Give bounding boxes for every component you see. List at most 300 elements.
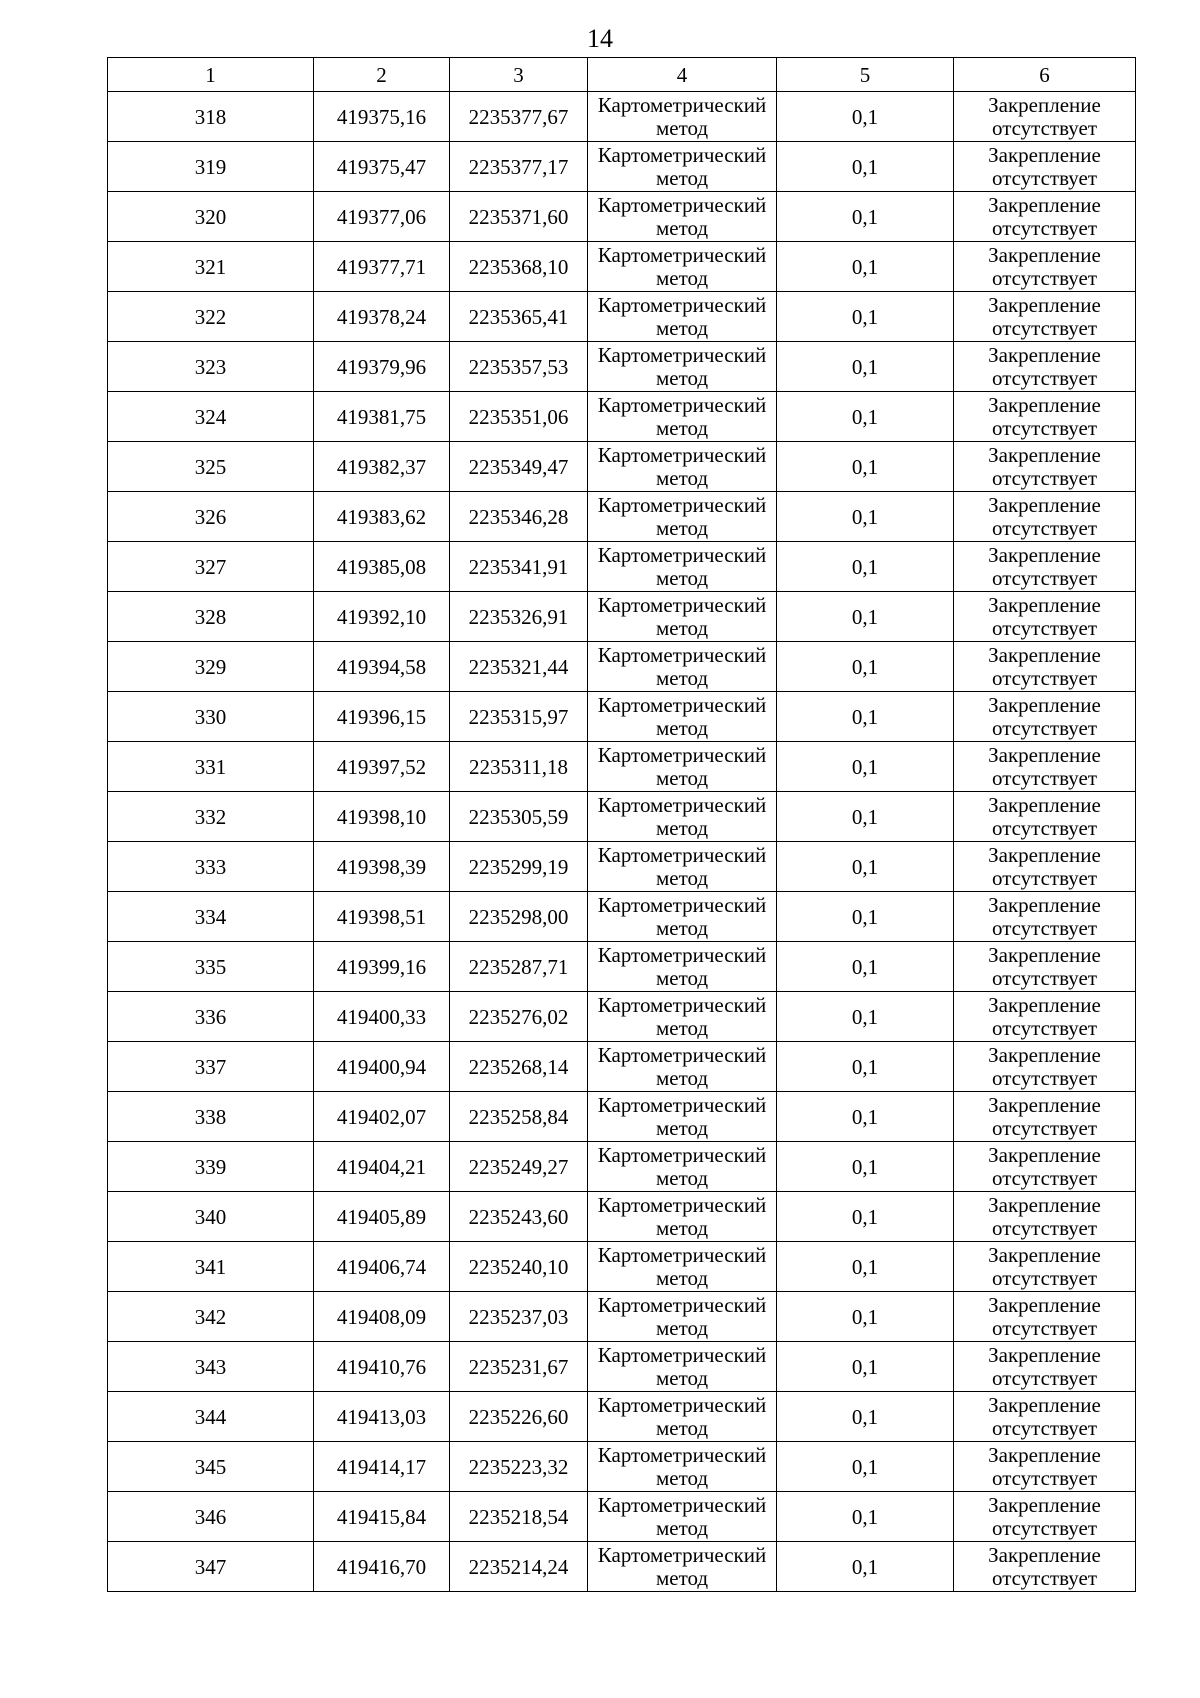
- point-number-cell: 331: [108, 742, 314, 792]
- fixation-cell-line-2: отсутствует: [991, 615, 1098, 640]
- y-coordinate-cell: 2235311,18: [450, 742, 588, 792]
- accuracy-cell: 0,1: [777, 292, 954, 342]
- x-coordinate-cell: 419385,08: [314, 542, 450, 592]
- method-cell: [588, 692, 777, 742]
- x-coordinate-cell: 419382,37: [314, 442, 450, 492]
- fixation-cell: [954, 792, 1136, 842]
- fixation-cell-line-2: отсутствует: [991, 415, 1098, 440]
- table-row: [108, 842, 1136, 892]
- fixation-cell-line-1: Закрепление: [988, 1042, 1101, 1067]
- point-number-cell: 318: [108, 92, 314, 142]
- fixation-cell: [954, 642, 1136, 692]
- fixation-cell: [954, 992, 1136, 1042]
- method-cell: [588, 642, 777, 692]
- fixation-cell-line-1: Закрепление: [988, 142, 1101, 167]
- fixation-cell-line-2: отсутствует: [991, 565, 1098, 590]
- fixation-cell-line-1: Закрепление: [988, 992, 1101, 1017]
- method-cell-line-2: метод: [655, 1565, 709, 1590]
- point-number-cell: 325: [108, 442, 314, 492]
- point-number-cell: 334: [108, 892, 314, 942]
- fixation-cell: [954, 1492, 1136, 1542]
- accuracy-cell: 0,1: [777, 492, 954, 542]
- fixation-cell-line-2: отсутствует: [991, 1565, 1098, 1590]
- fixation-cell-line-1: Закрепление: [988, 1192, 1101, 1217]
- fixation-cell-line-1: Закрепление: [988, 1392, 1101, 1417]
- method-cell: [588, 992, 777, 1042]
- fixation-cell: [954, 1342, 1136, 1392]
- table-row: [108, 592, 1136, 642]
- method-cell-line-2: метод: [655, 415, 709, 440]
- accuracy-cell: 0,1: [777, 742, 954, 792]
- x-coordinate-cell: 419408,09: [314, 1292, 450, 1342]
- fixation-cell-line-2: отсутствует: [991, 865, 1098, 890]
- point-number-cell: 337: [108, 1042, 314, 1092]
- point-number-cell: 341: [108, 1242, 314, 1292]
- accuracy-cell: 0,1: [777, 892, 954, 942]
- point-number-cell: 347: [108, 1542, 314, 1592]
- accuracy-cell: 0,1: [777, 1392, 954, 1442]
- x-coordinate-cell: 419377,71: [314, 242, 450, 292]
- fixation-cell-line-1: Закрепление: [988, 542, 1101, 567]
- method-cell-line-2: метод: [655, 1015, 709, 1040]
- accuracy-cell: 0,1: [777, 92, 954, 142]
- method-cell-line-1: Картометрический: [597, 242, 767, 267]
- method-cell-line-1: Картометрический: [597, 342, 767, 367]
- fixation-cell-line-1: Закрепление: [988, 592, 1101, 617]
- x-coordinate-cell: 419404,21: [314, 1142, 450, 1192]
- x-coordinate-cell: 419396,15: [314, 692, 450, 742]
- method-cell-line-1: Картометрический: [597, 1142, 767, 1167]
- method-cell: [588, 1492, 777, 1542]
- accuracy-cell: 0,1: [777, 1042, 954, 1092]
- method-cell-line-2: метод: [655, 1115, 709, 1140]
- accuracy-cell: 0,1: [777, 392, 954, 442]
- accuracy-cell: 0,1: [777, 1292, 954, 1342]
- x-coordinate-cell: 419398,10: [314, 792, 450, 842]
- method-cell-line-1: Картометрический: [597, 1342, 767, 1367]
- accuracy-cell: 0,1: [777, 342, 954, 392]
- accuracy-cell: 0,1: [777, 692, 954, 742]
- method-cell-line-2: метод: [655, 665, 709, 690]
- accuracy-cell: 0,1: [777, 1192, 954, 1242]
- method-cell: [588, 192, 777, 242]
- accuracy-cell: 0,1: [777, 142, 954, 192]
- method-cell-line-1: Картометрический: [597, 1292, 767, 1317]
- method-cell-line-1: Картометрический: [597, 942, 767, 967]
- method-cell-line-1: Картометрический: [597, 542, 767, 567]
- x-coordinate-cell: 419413,03: [314, 1392, 450, 1442]
- table-row: [108, 1142, 1136, 1192]
- method-cell-line-2: метод: [655, 315, 709, 340]
- method-cell-line-1: Картометрический: [597, 142, 767, 167]
- accuracy-cell: 0,1: [777, 792, 954, 842]
- fixation-cell: [954, 842, 1136, 892]
- x-coordinate-cell: 419398,51: [314, 892, 450, 942]
- y-coordinate-cell: 2235298,00: [450, 892, 588, 942]
- fixation-cell: [954, 1092, 1136, 1142]
- method-cell: [588, 1242, 777, 1292]
- fixation-cell: [954, 1042, 1136, 1092]
- table-row: [108, 292, 1136, 342]
- table-row: [108, 692, 1136, 742]
- accuracy-cell: 0,1: [777, 992, 954, 1042]
- table-header-row: [108, 58, 1136, 92]
- method-cell: [588, 1142, 777, 1192]
- method-cell-line-1: Картометрический: [597, 92, 767, 117]
- point-number-cell: 343: [108, 1342, 314, 1392]
- method-cell: [588, 1542, 777, 1592]
- fixation-cell-line-2: отсутствует: [991, 1265, 1098, 1290]
- fixation-cell-line-2: отсутствует: [991, 1315, 1098, 1340]
- fixation-cell-line-2: отсутствует: [991, 1065, 1098, 1090]
- fixation-cell-line-2: отсутствует: [991, 1515, 1098, 1540]
- table-row: [108, 1392, 1136, 1442]
- y-coordinate-cell: 2235371,60: [450, 192, 588, 242]
- accuracy-cell: 0,1: [777, 642, 954, 692]
- column-header-5: 5: [777, 58, 954, 92]
- table-row: [108, 1042, 1136, 1092]
- fixation-cell: [954, 92, 1136, 142]
- point-number-cell: 327: [108, 542, 314, 592]
- method-cell: [588, 142, 777, 192]
- fixation-cell: [954, 1242, 1136, 1292]
- method-cell: [588, 92, 777, 142]
- table-row: [108, 1192, 1136, 1242]
- table-row: [108, 542, 1136, 592]
- column-header-6: 6: [954, 58, 1136, 92]
- table-row: [108, 142, 1136, 192]
- fixation-cell-line-1: Закрепление: [988, 642, 1101, 667]
- fixation-cell-line-1: Закрепление: [988, 392, 1101, 417]
- fixation-cell-line-2: отсутствует: [991, 515, 1098, 540]
- x-coordinate-cell: 419415,84: [314, 1492, 450, 1542]
- y-coordinate-cell: 2235315,97: [450, 692, 588, 742]
- fixation-cell: [954, 342, 1136, 392]
- y-coordinate-cell: 2235357,53: [450, 342, 588, 392]
- point-number-cell: 336: [108, 992, 314, 1042]
- y-coordinate-cell: 2235341,91: [450, 542, 588, 592]
- x-coordinate-cell: 419402,07: [314, 1092, 450, 1142]
- method-cell-line-1: Картометрический: [597, 742, 767, 767]
- method-cell: [588, 292, 777, 342]
- method-cell-line-1: Картометрический: [597, 592, 767, 617]
- method-cell-line-2: метод: [655, 1415, 709, 1440]
- point-number-cell: 333: [108, 842, 314, 892]
- fixation-cell-line-1: Закрепление: [988, 1092, 1101, 1117]
- fixation-cell: [954, 292, 1136, 342]
- fixation-cell-line-2: отсутствует: [991, 1015, 1098, 1040]
- fixation-cell-line-2: отсутствует: [991, 1365, 1098, 1390]
- point-number-cell: 345: [108, 1442, 314, 1492]
- point-number-cell: 338: [108, 1092, 314, 1142]
- table-row: [108, 92, 1136, 142]
- x-coordinate-cell: 419375,47: [314, 142, 450, 192]
- method-cell: [588, 1042, 777, 1092]
- method-cell-line-2: метод: [655, 165, 709, 190]
- x-coordinate-cell: 419378,24: [314, 292, 450, 342]
- fixation-cell-line-1: Закрепление: [988, 1342, 1101, 1367]
- point-number-cell: 340: [108, 1192, 314, 1242]
- fixation-cell: [954, 142, 1136, 192]
- point-number-cell: 319: [108, 142, 314, 192]
- method-cell-line-1: Картометрический: [597, 1392, 767, 1417]
- fixation-cell-line-2: отсутствует: [991, 465, 1098, 490]
- x-coordinate-cell: 419410,76: [314, 1342, 450, 1392]
- y-coordinate-cell: 2235377,67: [450, 92, 588, 142]
- method-cell-line-2: метод: [655, 265, 709, 290]
- method-cell: [588, 242, 777, 292]
- fixation-cell: [954, 1442, 1136, 1492]
- point-number-cell: 328: [108, 592, 314, 642]
- fixation-cell: [954, 892, 1136, 942]
- method-cell: [588, 492, 777, 542]
- method-cell-line-2: метод: [655, 1215, 709, 1240]
- method-cell-line-2: метод: [655, 565, 709, 590]
- method-cell-line-2: метод: [655, 765, 709, 790]
- accuracy-cell: 0,1: [777, 1492, 954, 1542]
- table-row: [108, 492, 1136, 542]
- x-coordinate-cell: 419392,10: [314, 592, 450, 642]
- y-coordinate-cell: 2235249,27: [450, 1142, 588, 1192]
- accuracy-cell: 0,1: [777, 192, 954, 242]
- y-coordinate-cell: 2235237,03: [450, 1292, 588, 1342]
- x-coordinate-cell: 419399,16: [314, 942, 450, 992]
- fixation-cell-line-1: Закрепление: [988, 1292, 1101, 1317]
- y-coordinate-cell: 2235226,60: [450, 1392, 588, 1442]
- method-cell: [588, 592, 777, 642]
- method-cell: [588, 892, 777, 942]
- fixation-cell-line-1: Закрепление: [988, 742, 1101, 767]
- method-cell: [588, 1342, 777, 1392]
- method-cell-line-1: Картометрический: [597, 692, 767, 717]
- method-cell: [588, 1442, 777, 1492]
- table-row: [108, 342, 1136, 392]
- method-cell-line-1: Картометрический: [597, 1492, 767, 1517]
- method-cell-line-2: метод: [655, 915, 709, 940]
- table-row: [108, 1242, 1136, 1292]
- fixation-cell-line-2: отсутствует: [991, 1415, 1098, 1440]
- fixation-cell-line-1: Закрепление: [988, 892, 1101, 917]
- method-cell-line-1: Картометрический: [597, 442, 767, 467]
- column-header-4: 4: [588, 58, 777, 92]
- fixation-cell-line-1: Закрепление: [988, 92, 1101, 117]
- method-cell: [588, 442, 777, 492]
- table-row: [108, 1092, 1136, 1142]
- accuracy-cell: 0,1: [777, 442, 954, 492]
- accuracy-cell: 0,1: [777, 1242, 954, 1292]
- table-row: [108, 392, 1136, 442]
- point-number-cell: 324: [108, 392, 314, 442]
- y-coordinate-cell: 2235240,10: [450, 1242, 588, 1292]
- fixation-cell-line-2: отсутствует: [991, 1215, 1098, 1240]
- x-coordinate-cell: 419398,39: [314, 842, 450, 892]
- fixation-cell-line-2: отсутствует: [991, 165, 1098, 190]
- y-coordinate-cell: 2235214,24: [450, 1542, 588, 1592]
- method-cell-line-2: метод: [655, 865, 709, 890]
- y-coordinate-cell: 2235218,54: [450, 1492, 588, 1542]
- method-cell-line-1: Картометрический: [597, 292, 767, 317]
- fixation-cell-line-1: Закрепление: [988, 1442, 1101, 1467]
- y-coordinate-cell: 2235326,91: [450, 592, 588, 642]
- table-row: [108, 642, 1136, 692]
- method-cell-line-1: Картометрический: [597, 1442, 767, 1467]
- method-cell: [588, 1092, 777, 1142]
- fixation-cell-line-1: Закрепление: [988, 292, 1101, 317]
- table-row: [108, 792, 1136, 842]
- y-coordinate-cell: 2235305,59: [450, 792, 588, 842]
- point-number-cell: 344: [108, 1392, 314, 1442]
- y-coordinate-cell: 2235368,10: [450, 242, 588, 292]
- fixation-cell: [954, 1392, 1136, 1442]
- y-coordinate-cell: 2235346,28: [450, 492, 588, 542]
- method-cell-line-2: метод: [655, 1265, 709, 1290]
- table-row: [108, 1292, 1136, 1342]
- table-row: [108, 1342, 1136, 1392]
- method-cell-line-1: Картометрический: [597, 992, 767, 1017]
- point-number-cell: 323: [108, 342, 314, 392]
- method-cell-line-2: метод: [655, 365, 709, 390]
- method-cell-line-2: метод: [655, 1515, 709, 1540]
- method-cell: [588, 942, 777, 992]
- y-coordinate-cell: 2235287,71: [450, 942, 588, 992]
- table-row: [108, 892, 1136, 942]
- accuracy-cell: 0,1: [777, 842, 954, 892]
- point-number-cell: 329: [108, 642, 314, 692]
- y-coordinate-cell: 2235231,67: [450, 1342, 588, 1392]
- method-cell-line-2: метод: [655, 965, 709, 990]
- accuracy-cell: 0,1: [777, 942, 954, 992]
- fixation-cell-line-2: отсутствует: [991, 1165, 1098, 1190]
- fixation-cell-line-1: Закрепление: [988, 442, 1101, 467]
- fixation-cell-line-2: отсутствует: [991, 765, 1098, 790]
- table-row: [108, 742, 1136, 792]
- x-coordinate-cell: 419377,06: [314, 192, 450, 242]
- fixation-cell-line-1: Закрепление: [988, 242, 1101, 267]
- method-cell: [588, 1192, 777, 1242]
- x-coordinate-cell: 419414,17: [314, 1442, 450, 1492]
- method-cell: [588, 342, 777, 392]
- table-row: [108, 242, 1136, 292]
- column-header-2: 2: [314, 58, 450, 92]
- method-cell-line-1: Картометрический: [597, 642, 767, 667]
- method-cell-line-2: метод: [655, 815, 709, 840]
- method-cell-line-2: метод: [655, 515, 709, 540]
- table-row: [108, 1442, 1136, 1492]
- method-cell-line-1: Картометрический: [597, 492, 767, 517]
- y-coordinate-cell: 2235377,17: [450, 142, 588, 192]
- table-row: [108, 442, 1136, 492]
- fixation-cell-line-1: Закрепление: [988, 1542, 1101, 1567]
- x-coordinate-cell: 419379,96: [314, 342, 450, 392]
- fixation-cell: [954, 242, 1136, 292]
- x-coordinate-cell: 419383,62: [314, 492, 450, 542]
- point-number-cell: 330: [108, 692, 314, 742]
- point-number-cell: 342: [108, 1292, 314, 1342]
- y-coordinate-cell: 2235243,60: [450, 1192, 588, 1242]
- fixation-cell-line-1: Закрепление: [988, 692, 1101, 717]
- method-cell: [588, 1392, 777, 1442]
- fixation-cell-line-2: отсутствует: [991, 1115, 1098, 1140]
- fixation-cell: [954, 692, 1136, 742]
- fixation-cell: [954, 492, 1136, 542]
- method-cell-line-1: Картометрический: [597, 1092, 767, 1117]
- fixation-cell-line-2: отсутствует: [991, 815, 1098, 840]
- accuracy-cell: 0,1: [777, 1092, 954, 1142]
- fixation-cell: [954, 1142, 1136, 1192]
- accuracy-cell: 0,1: [777, 242, 954, 292]
- y-coordinate-cell: 2235258,84: [450, 1092, 588, 1142]
- fixation-cell-line-2: отсутствует: [991, 315, 1098, 340]
- fixation-cell-line-2: отсутствует: [991, 665, 1098, 690]
- x-coordinate-cell: 419394,58: [314, 642, 450, 692]
- fixation-cell-line-1: Закрепление: [988, 1492, 1101, 1517]
- method-cell-line-2: метод: [655, 465, 709, 490]
- x-coordinate-cell: 419400,33: [314, 992, 450, 1042]
- fixation-cell: [954, 592, 1136, 642]
- method-cell: [588, 792, 777, 842]
- fixation-cell: [954, 392, 1136, 442]
- method-cell: [588, 392, 777, 442]
- method-cell-line-1: Картометрический: [597, 1242, 767, 1267]
- method-cell: [588, 542, 777, 592]
- method-cell-line-2: метод: [655, 115, 709, 140]
- method-cell-line-1: Картометрический: [597, 892, 767, 917]
- fixation-cell: [954, 1542, 1136, 1592]
- accuracy-cell: 0,1: [777, 1342, 954, 1392]
- method-cell-line-1: Картометрический: [597, 792, 767, 817]
- y-coordinate-cell: 2235299,19: [450, 842, 588, 892]
- table-row: [108, 942, 1136, 992]
- method-cell-line-2: метод: [655, 1365, 709, 1390]
- y-coordinate-cell: 2235349,47: [450, 442, 588, 492]
- accuracy-cell: 0,1: [777, 1542, 954, 1592]
- x-coordinate-cell: 419381,75: [314, 392, 450, 442]
- fixation-cell: [954, 742, 1136, 792]
- y-coordinate-cell: 2235268,14: [450, 1042, 588, 1092]
- y-coordinate-cell: 2235351,06: [450, 392, 588, 442]
- method-cell-line-2: метод: [655, 215, 709, 240]
- fixation-cell-line-1: Закрепление: [988, 942, 1101, 967]
- accuracy-cell: 0,1: [777, 1442, 954, 1492]
- fixation-cell: [954, 192, 1136, 242]
- method-cell-line-1: Картометрический: [597, 192, 767, 217]
- table-row: [108, 192, 1136, 242]
- y-coordinate-cell: 2235321,44: [450, 642, 588, 692]
- x-coordinate-cell: 419405,89: [314, 1192, 450, 1242]
- point-number-cell: 320: [108, 192, 314, 242]
- fixation-cell-line-1: Закрепление: [988, 1242, 1101, 1267]
- fixation-cell-line-1: Закрепление: [988, 192, 1101, 217]
- fixation-cell-line-2: отсутствует: [991, 965, 1098, 990]
- fixation-cell: [954, 542, 1136, 592]
- method-cell-line-2: метод: [655, 1165, 709, 1190]
- fixation-cell: [954, 942, 1136, 992]
- point-number-cell: 332: [108, 792, 314, 842]
- table-row: [108, 1542, 1136, 1592]
- method-cell-line-1: Картометрический: [597, 392, 767, 417]
- fixation-cell-line-1: Закрепление: [988, 842, 1101, 867]
- fixation-cell-line-2: отсутствует: [991, 265, 1098, 290]
- x-coordinate-cell: 419406,74: [314, 1242, 450, 1292]
- method-cell: [588, 1292, 777, 1342]
- point-number-cell: 346: [108, 1492, 314, 1542]
- method-cell-line-1: Картометрический: [597, 1542, 767, 1567]
- point-number-cell: 335: [108, 942, 314, 992]
- x-coordinate-cell: 419375,16: [314, 92, 450, 142]
- point-number-cell: 321: [108, 242, 314, 292]
- fixation-cell: [954, 442, 1136, 492]
- x-coordinate-cell: 419416,70: [314, 1542, 450, 1592]
